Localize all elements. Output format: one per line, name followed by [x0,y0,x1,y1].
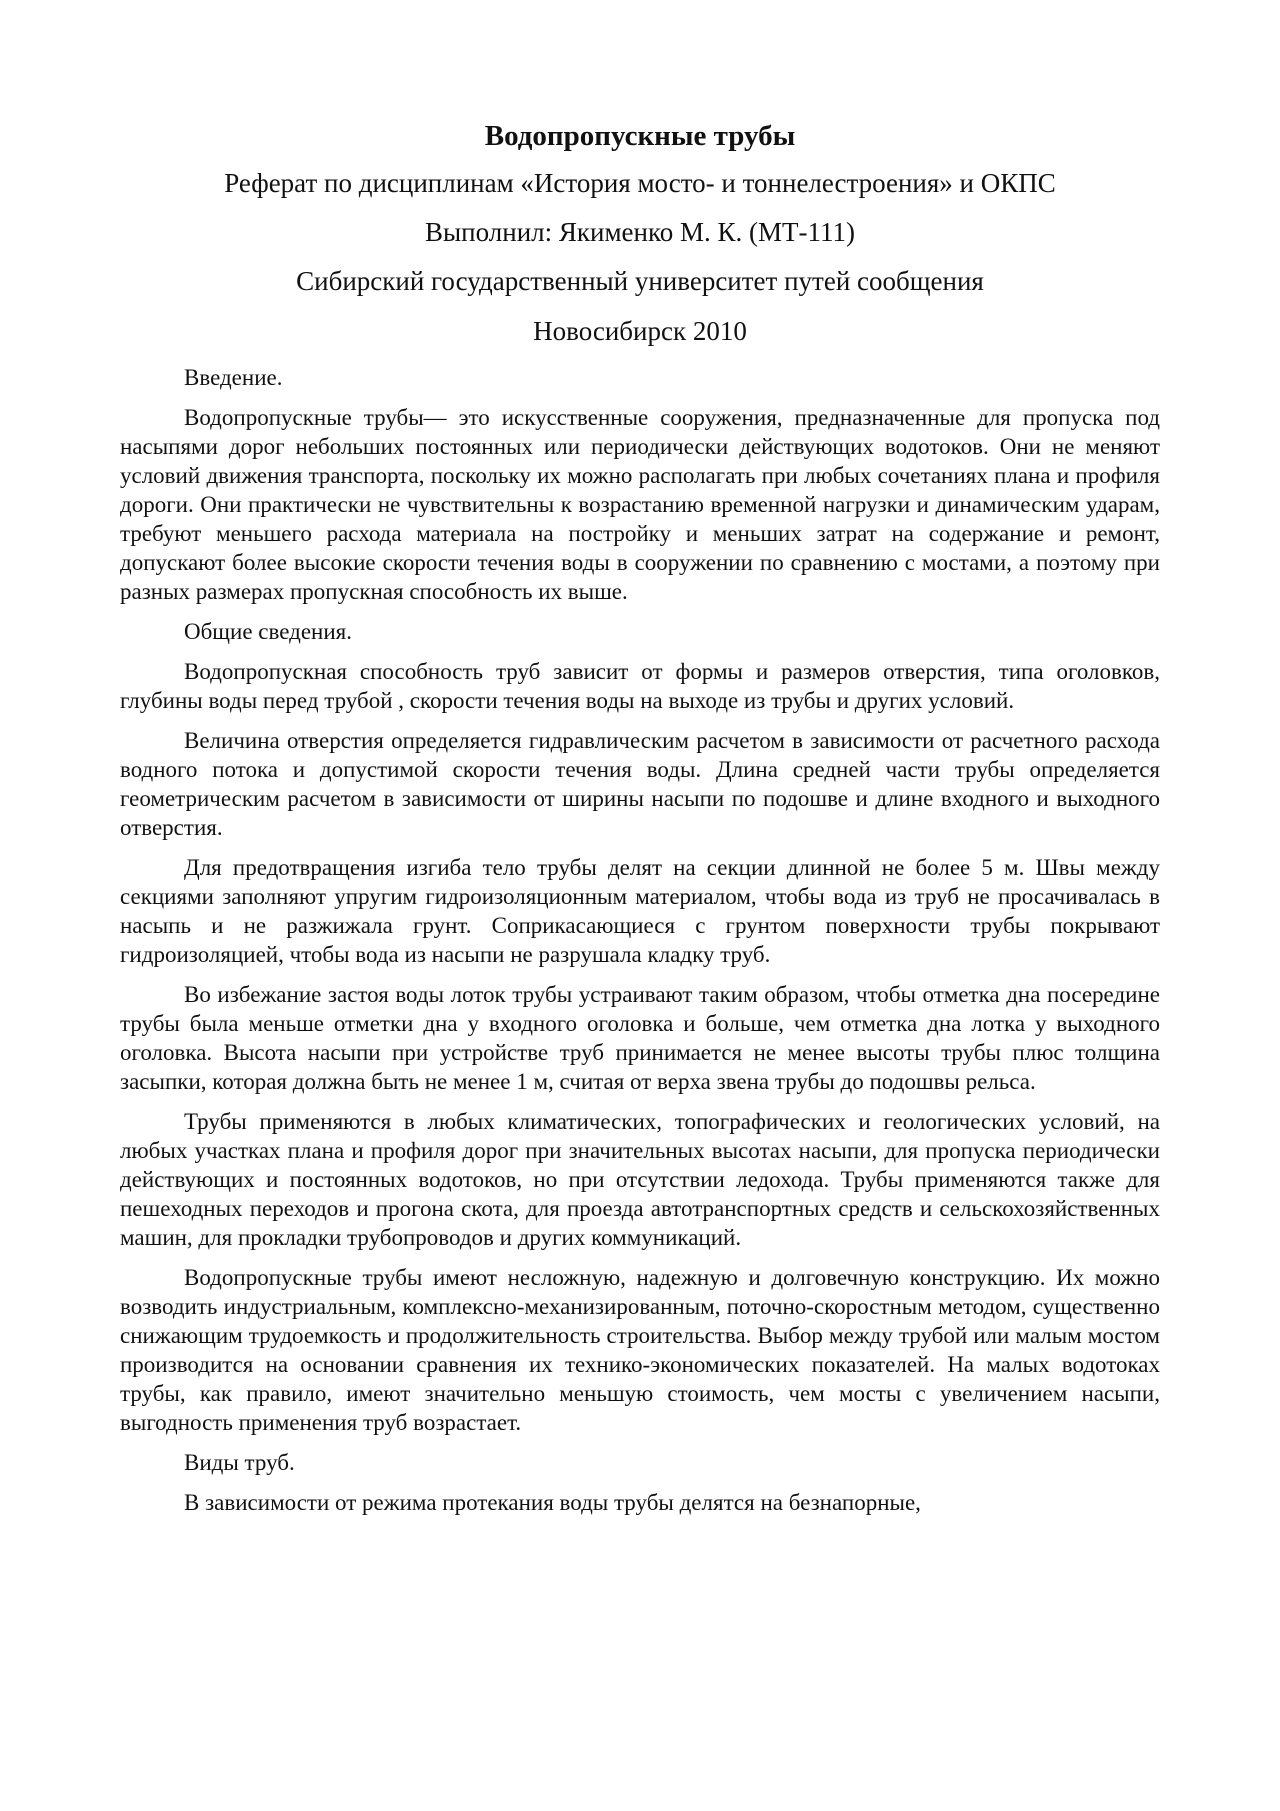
document-institution: Сибирский государственный университет путей сообщения [296,266,984,297]
general-paragraph-3: Для предотвращения изгиба тело трубы делят на секции длинной не более 5 м. Швы между секциями заполняют упругим гидроизоляционным материалом, чтобы вода из труб не просачивалась в насыпь и не разжижала грунт. Соприкасающиеся с грунтом поверхности трубы покрывают гидроизоляцией, чтобы вода из насыпи не разрушала кладку труб. [120,854,1160,967]
general-heading: Общие сведения. [184,618,352,644]
general-paragraph-6: Водопропускные трубы имеют несложную, надежную и долговечную конструкцию. Их можно возводить индустриальным, комплексно-механизированным, поточно-скоростным методом, существенно снижающим трудоемкость и продолжительность строительства. Выбор между трубой или малым мостом производится на основании сравнения их технико-экономических показателей. На малых водотоках трубы, как правило, имеют значительно меньшую стоимость, чем мосты с увеличением насыпи, выгодность применения труб возрастает. [120,1264,1160,1435]
document-content [120,118,1160,1528]
types-paragraph: В зависимости от режима протекания воды трубы делятся на безнапорные, [184,1489,921,1515]
general-paragraph-1: Водопропускная способность труб зависит от формы и размеров отверстия, типа оголовков, глубины воды перед трубой , скорости течения воды на выходе из трубы и других условий. [120,658,1160,713]
document-title: Водопропускные трубы [484,120,796,152]
intro-paragraph: Водопропускные трубы— это искусственные сооружения, предназначенные для пропуска под насыпями дорог небольших постоянных или периодически действующих водотоков. Они не меняют условий движения транспорта, поскольку их можно располагать при любых сочетаниях плана и профиля дороги. Они практически не чувствительны к возрастанию временной нагрузки и динамическим ударам, требуют меньшего расхода материала на постройку и меньших затрат на содержание и ремонт, допускают более высокие скорости течения воды в сооружении по сравнению с мостами, а поэтому при разных размерах пропускная способность их выше. [120,404,1160,604]
document-body [120,363,1160,1517]
types-heading: Виды труб. [184,1449,295,1475]
general-paragraph-5: Трубы применяются в любых климатических, топографических и геологических условий, на любых участках плана и профиля дорог при значительных высотах насыпи, для пропуска периодически действующих и постоянных водотоков, но при отсутствии ледохода. Трубы применяются также для пешеходных переходов и прогона скота, для проезда автотранспортных средств и сельскохозяйственных машин, для прокладки трубопроводов и других коммуникаций. [120,1108,1160,1250]
general-paragraph-4: Во избежание застоя воды лоток трубы устраивают таким образом, чтобы отметка дна посередине трубы была меньше отметки дна у входного оголовка и больше, чем отметка дна лотка у выходного оголовка. Высота насыпи при устройстве труб принимается не менее высоты трубы плюс толщина засыпки, которая должна быть не менее 1 м, считая от верха звена трубы до подошвы рельса. [120,981,1160,1094]
general-paragraph-2: Величина отверстия определяется гидравлическим расчетом в зависимости от расчетного расхода водного потока и допустимой скорости течения воды. Длина средней части трубы определяется геометрическим расчетом в зависимости от ширины насыпи по подошве и длине входного и выходного отверстия. [120,727,1160,840]
intro-heading: Введение. [184,364,283,390]
document-city-year: Новосибирск 2010 [533,315,747,346]
document-subtitle: Реферат по дисциплинам «История мосто- и тоннелестроения» и ОКПС [224,168,1056,199]
document-author: Выполнил: Якименко М. К. (МТ-111) [425,217,855,248]
